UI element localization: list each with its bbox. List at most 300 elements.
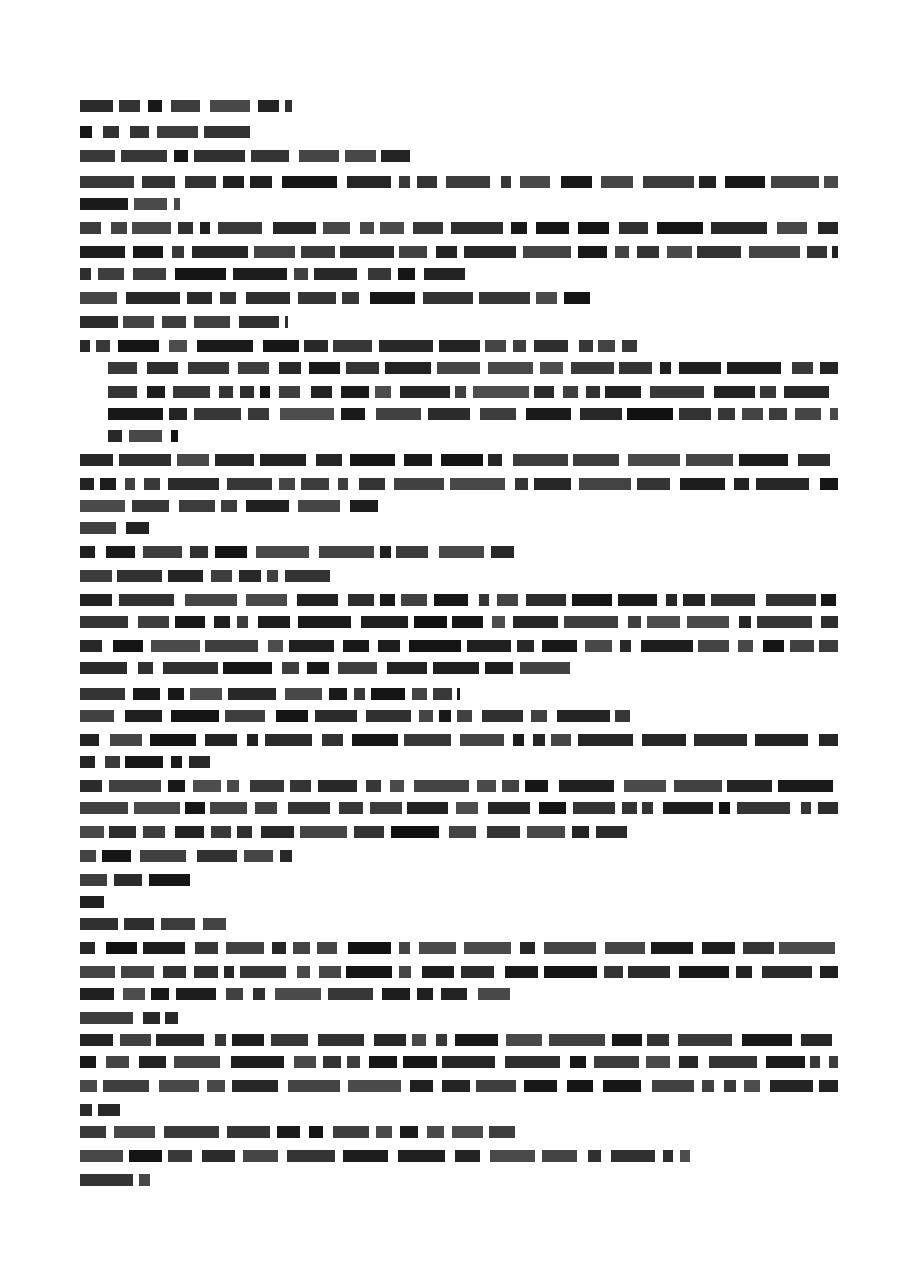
glyph-run <box>80 522 116 534</box>
glyph-run <box>168 780 185 792</box>
glyph-run <box>246 594 287 606</box>
text-line <box>0 176 900 188</box>
glyph-run <box>192 246 248 258</box>
glyph-run <box>520 942 535 954</box>
glyph-run <box>80 662 127 674</box>
glyph-run <box>134 198 167 210</box>
glyph-run <box>80 176 134 188</box>
glyph-run <box>304 340 328 352</box>
glyph-run <box>103 1080 149 1092</box>
glyph-run <box>531 710 547 722</box>
glyph-run <box>190 688 222 700</box>
text-line <box>0 430 900 442</box>
glyph-run <box>80 780 102 792</box>
glyph-run <box>348 942 391 954</box>
glyph-run <box>277 1126 300 1138</box>
glyph-run <box>573 454 619 466</box>
glyph-run <box>434 594 468 606</box>
glyph-run <box>175 826 204 838</box>
glyph-run <box>144 478 160 490</box>
glyph-run <box>642 734 686 746</box>
glyph-run <box>784 386 829 398</box>
glyph-run <box>168 688 184 700</box>
glyph-run <box>133 268 166 280</box>
glyph-run <box>446 176 490 188</box>
glyph-run <box>818 802 838 814</box>
glyph-run <box>130 126 149 138</box>
glyph-run <box>399 176 410 188</box>
glyph-run <box>819 734 838 746</box>
glyph-run <box>534 386 554 398</box>
glyph-run <box>637 478 670 490</box>
glyph-run <box>679 408 711 420</box>
glyph-run <box>143 942 185 954</box>
glyph-run <box>637 246 659 258</box>
glyph-run <box>232 1034 264 1046</box>
glyph-run <box>80 640 102 652</box>
glyph-run <box>619 362 652 374</box>
text-line <box>0 942 900 954</box>
glyph-run <box>237 616 248 628</box>
glyph-run <box>680 478 725 490</box>
glyph-run <box>437 362 480 374</box>
glyph-run <box>551 734 571 746</box>
glyph-run <box>133 246 163 258</box>
glyph-run <box>125 478 135 490</box>
glyph-run <box>329 688 347 700</box>
glyph-run <box>618 594 657 606</box>
glyph-run <box>114 874 142 886</box>
glyph-run <box>628 454 680 466</box>
glyph-run <box>178 222 193 234</box>
text-line <box>0 546 900 558</box>
text-line <box>0 616 900 628</box>
glyph-run <box>80 966 115 978</box>
glyph-run <box>352 734 398 746</box>
glyph-run <box>109 780 161 792</box>
glyph-run <box>179 500 215 512</box>
text-line <box>0 826 900 838</box>
glyph-run <box>807 246 827 258</box>
glyph-run <box>80 546 95 558</box>
glyph-run <box>80 126 92 138</box>
glyph-run <box>615 246 629 258</box>
glyph-run <box>777 222 807 234</box>
glyph-run <box>223 176 244 188</box>
glyph-run <box>108 408 163 420</box>
glyph-run <box>309 1126 323 1138</box>
glyph-run <box>288 1080 340 1092</box>
glyph-run <box>239 316 279 328</box>
glyph-run <box>549 1034 605 1046</box>
glyph-run <box>333 340 372 352</box>
glyph-run <box>80 756 95 768</box>
glyph-run <box>80 710 114 722</box>
glyph-run <box>293 942 310 954</box>
glyph-run <box>620 640 631 652</box>
text-line <box>0 1174 900 1186</box>
glyph-run <box>134 802 180 814</box>
text-line <box>0 500 900 512</box>
glyph-run <box>309 362 340 374</box>
glyph-run <box>743 942 774 954</box>
text-line <box>0 918 900 930</box>
glyph-run <box>282 176 337 188</box>
glyph-run <box>219 386 233 398</box>
glyph-run <box>739 616 751 628</box>
glyph-run <box>513 454 568 466</box>
glyph-run <box>117 570 162 582</box>
glyph-run <box>197 340 253 352</box>
glyph-run <box>275 988 321 1000</box>
glyph-run <box>80 874 107 886</box>
glyph-run <box>226 942 264 954</box>
glyph-run <box>379 340 433 352</box>
glyph-run <box>194 408 241 420</box>
glyph-run <box>111 222 127 234</box>
glyph-run <box>404 454 432 466</box>
glyph-run <box>497 594 518 606</box>
glyph-run <box>482 710 523 722</box>
glyph-run <box>792 362 813 374</box>
glyph-run <box>452 616 483 628</box>
glyph-run <box>488 362 533 374</box>
glyph-run <box>698 640 729 652</box>
glyph-run <box>342 292 359 304</box>
glyph-run <box>268 640 283 652</box>
glyph-run <box>323 222 350 234</box>
glyph-run <box>442 1056 495 1068</box>
glyph-run <box>456 802 478 814</box>
glyph-run <box>505 966 538 978</box>
glyph-run <box>417 988 433 1000</box>
glyph-run <box>452 1126 483 1138</box>
glyph-run <box>319 546 374 558</box>
glyph-run <box>488 802 530 814</box>
glyph-run <box>108 362 137 374</box>
text-line <box>0 454 900 466</box>
glyph-run <box>129 430 162 442</box>
glyph-run <box>439 546 484 558</box>
glyph-run <box>571 362 614 374</box>
glyph-run <box>360 222 374 234</box>
glyph-run <box>108 430 122 442</box>
glyph-run <box>579 478 631 490</box>
text-line <box>0 662 900 674</box>
glyph-run <box>798 454 830 466</box>
glyph-run <box>294 268 308 280</box>
glyph-run <box>129 1150 162 1162</box>
glyph-run <box>422 966 454 978</box>
glyph-run <box>417 176 437 188</box>
glyph-run <box>667 246 692 258</box>
glyph-run <box>489 1126 515 1138</box>
glyph-run <box>572 826 589 838</box>
glyph-run <box>197 850 237 862</box>
glyph-run <box>359 478 385 490</box>
glyph-run <box>297 594 338 606</box>
glyph-run <box>132 222 171 234</box>
glyph-run <box>280 408 334 420</box>
glyph-run <box>557 710 610 722</box>
glyph-run <box>171 756 182 768</box>
glyph-run <box>126 292 180 304</box>
glyph-run <box>133 688 160 700</box>
glyph-run <box>80 292 117 304</box>
glyph-run <box>187 292 212 304</box>
glyph-run <box>605 386 641 398</box>
glyph-run <box>400 1126 418 1138</box>
glyph-run <box>441 988 467 1000</box>
glyph-run <box>663 1150 673 1162</box>
glyph-run <box>622 802 637 814</box>
glyph-run <box>641 640 693 652</box>
glyph-run <box>341 408 365 420</box>
glyph-run <box>194 150 245 162</box>
glyph-run <box>171 100 200 112</box>
glyph-run <box>378 640 400 652</box>
glyph-run <box>151 640 200 652</box>
glyph-run <box>770 1080 813 1092</box>
glyph-run <box>679 966 729 978</box>
glyph-run <box>742 1034 792 1046</box>
glyph-run <box>125 756 163 768</box>
glyph-run <box>718 408 735 420</box>
glyph-run <box>123 988 145 1000</box>
glyph-run <box>143 546 182 558</box>
glyph-run <box>347 1056 360 1068</box>
glyph-run <box>250 780 284 792</box>
glyph-run <box>80 316 118 328</box>
glyph-run <box>233 268 287 280</box>
glyph-run <box>398 268 415 280</box>
glyph-run <box>263 340 299 352</box>
glyph-run <box>404 734 451 746</box>
glyph-run <box>401 594 427 606</box>
glyph-run <box>450 478 505 490</box>
glyph-run <box>586 386 600 398</box>
glyph-run <box>527 826 565 838</box>
glyph-run <box>80 988 114 1000</box>
glyph-run <box>709 1056 757 1068</box>
glyph-run <box>795 408 821 420</box>
glyph-run <box>271 1034 308 1046</box>
glyph-run <box>480 408 516 420</box>
glyph-run <box>80 198 128 210</box>
glyph-run <box>251 150 289 162</box>
text-line <box>0 1012 900 1024</box>
text-line <box>0 386 900 398</box>
glyph-run <box>300 826 347 838</box>
glyph-run <box>207 1080 225 1092</box>
glyph-run <box>174 150 188 162</box>
glyph-run <box>258 100 279 112</box>
glyph-run <box>810 1056 820 1068</box>
glyph-run <box>343 640 369 652</box>
glyph-run <box>464 942 511 954</box>
glyph-run <box>248 408 269 420</box>
glyph-run <box>80 688 125 700</box>
glyph-run <box>260 386 270 398</box>
glyph-run <box>168 570 203 582</box>
glyph-run <box>442 1080 470 1092</box>
glyph-run <box>819 640 838 652</box>
glyph-run <box>214 616 230 628</box>
glyph-run <box>564 616 618 628</box>
glyph-run <box>441 454 483 466</box>
glyph-run <box>298 500 340 512</box>
glyph-run <box>338 478 348 490</box>
text-line <box>0 1104 900 1116</box>
glyph-run <box>678 1034 732 1046</box>
glyph-run <box>628 616 641 628</box>
glyph-run <box>294 1056 316 1068</box>
glyph-run <box>80 570 112 582</box>
glyph-run <box>119 454 171 466</box>
glyph-run <box>171 430 178 442</box>
glyph-run <box>455 1034 498 1046</box>
glyph-run <box>285 100 292 112</box>
glyph-run <box>211 826 231 838</box>
glyph-run <box>824 176 838 188</box>
glyph-run <box>832 246 838 258</box>
glyph-run <box>725 176 765 188</box>
glyph-run <box>80 942 95 954</box>
glyph-run <box>185 594 237 606</box>
glyph-run <box>697 246 741 258</box>
glyph-run <box>348 1080 401 1092</box>
glyph-run <box>173 386 210 398</box>
glyph-run <box>536 222 569 234</box>
glyph-run <box>276 710 308 722</box>
glyph-run <box>561 176 592 188</box>
glyph-run <box>126 522 149 534</box>
glyph-run <box>611 1150 655 1162</box>
glyph-run <box>757 616 812 628</box>
glyph-run <box>311 386 332 398</box>
glyph-run <box>285 688 322 700</box>
glyph-run <box>491 546 514 558</box>
glyph-run <box>280 850 292 862</box>
glyph-run <box>412 688 427 700</box>
glyph-run <box>204 126 250 138</box>
glyph-run <box>687 616 729 628</box>
glyph-run <box>156 1034 204 1046</box>
glyph-run <box>479 292 530 304</box>
glyph-run <box>246 292 290 304</box>
glyph-run <box>376 1126 392 1138</box>
glyph-run <box>414 616 447 628</box>
glyph-run <box>505 1056 560 1068</box>
glyph-run <box>80 1104 92 1116</box>
glyph-run <box>455 1150 480 1162</box>
glyph-run <box>391 826 439 838</box>
glyph-run <box>724 1080 736 1092</box>
glyph-run <box>142 176 175 188</box>
glyph-run <box>686 454 733 466</box>
glyph-run <box>318 780 357 792</box>
glyph-run <box>596 826 627 838</box>
glyph-run <box>80 918 118 930</box>
glyph-run <box>108 386 137 398</box>
glyph-run <box>113 640 143 652</box>
glyph-run <box>771 176 819 188</box>
glyph-run <box>663 802 713 814</box>
glyph-run <box>110 734 142 746</box>
glyph-run <box>106 546 135 558</box>
glyph-run <box>564 292 590 304</box>
glyph-run <box>449 826 476 838</box>
glyph-run <box>350 500 378 512</box>
glyph-run <box>457 710 472 722</box>
glyph-run <box>240 966 286 978</box>
glyph-run <box>354 826 384 838</box>
glyph-run <box>488 454 502 466</box>
glyph-run <box>380 594 395 606</box>
glyph-run <box>736 966 752 978</box>
glyph-run <box>119 100 140 112</box>
glyph-run <box>534 478 571 490</box>
glyph-run <box>218 222 262 234</box>
glyph-run <box>414 780 469 792</box>
glyph-run <box>366 710 411 722</box>
glyph-run <box>226 988 243 1000</box>
glyph-run <box>80 1080 97 1092</box>
glyph-run <box>506 1034 542 1046</box>
glyph-run <box>766 1056 805 1068</box>
glyph-run <box>396 546 428 558</box>
glyph-run <box>650 386 704 398</box>
glyph-run <box>737 802 790 814</box>
glyph-run <box>105 756 120 768</box>
glyph-run <box>423 292 473 304</box>
text-line <box>0 780 900 792</box>
glyph-run <box>490 1150 535 1162</box>
glyph-run <box>314 268 357 280</box>
glyph-run <box>604 966 623 978</box>
glyph-run <box>711 222 767 234</box>
glyph-run <box>711 594 755 606</box>
text-line <box>0 222 900 234</box>
glyph-run <box>100 478 116 490</box>
glyph-run <box>265 734 312 746</box>
glyph-run <box>428 408 470 420</box>
glyph-run <box>319 966 341 978</box>
glyph-run <box>407 802 448 814</box>
glyph-run <box>298 616 351 628</box>
glyph-run <box>829 1056 838 1068</box>
glyph-run <box>520 176 550 188</box>
glyph-run <box>394 478 444 490</box>
glyph-run <box>80 616 128 628</box>
glyph-run <box>80 268 91 280</box>
glyph-run <box>318 1034 364 1046</box>
glyph-run <box>258 616 290 628</box>
glyph-run <box>80 734 99 746</box>
glyph-run <box>619 222 648 234</box>
glyph-run <box>80 594 112 606</box>
glyph-run <box>98 268 124 280</box>
glyph-run <box>382 988 410 1000</box>
glyph-run <box>666 594 677 606</box>
text-line <box>0 340 900 352</box>
text-line <box>0 640 900 652</box>
glyph-run <box>412 1034 426 1046</box>
glyph-run <box>756 478 809 490</box>
glyph-run <box>819 1080 838 1092</box>
glyph-run <box>185 176 216 188</box>
glyph-run <box>238 362 269 374</box>
